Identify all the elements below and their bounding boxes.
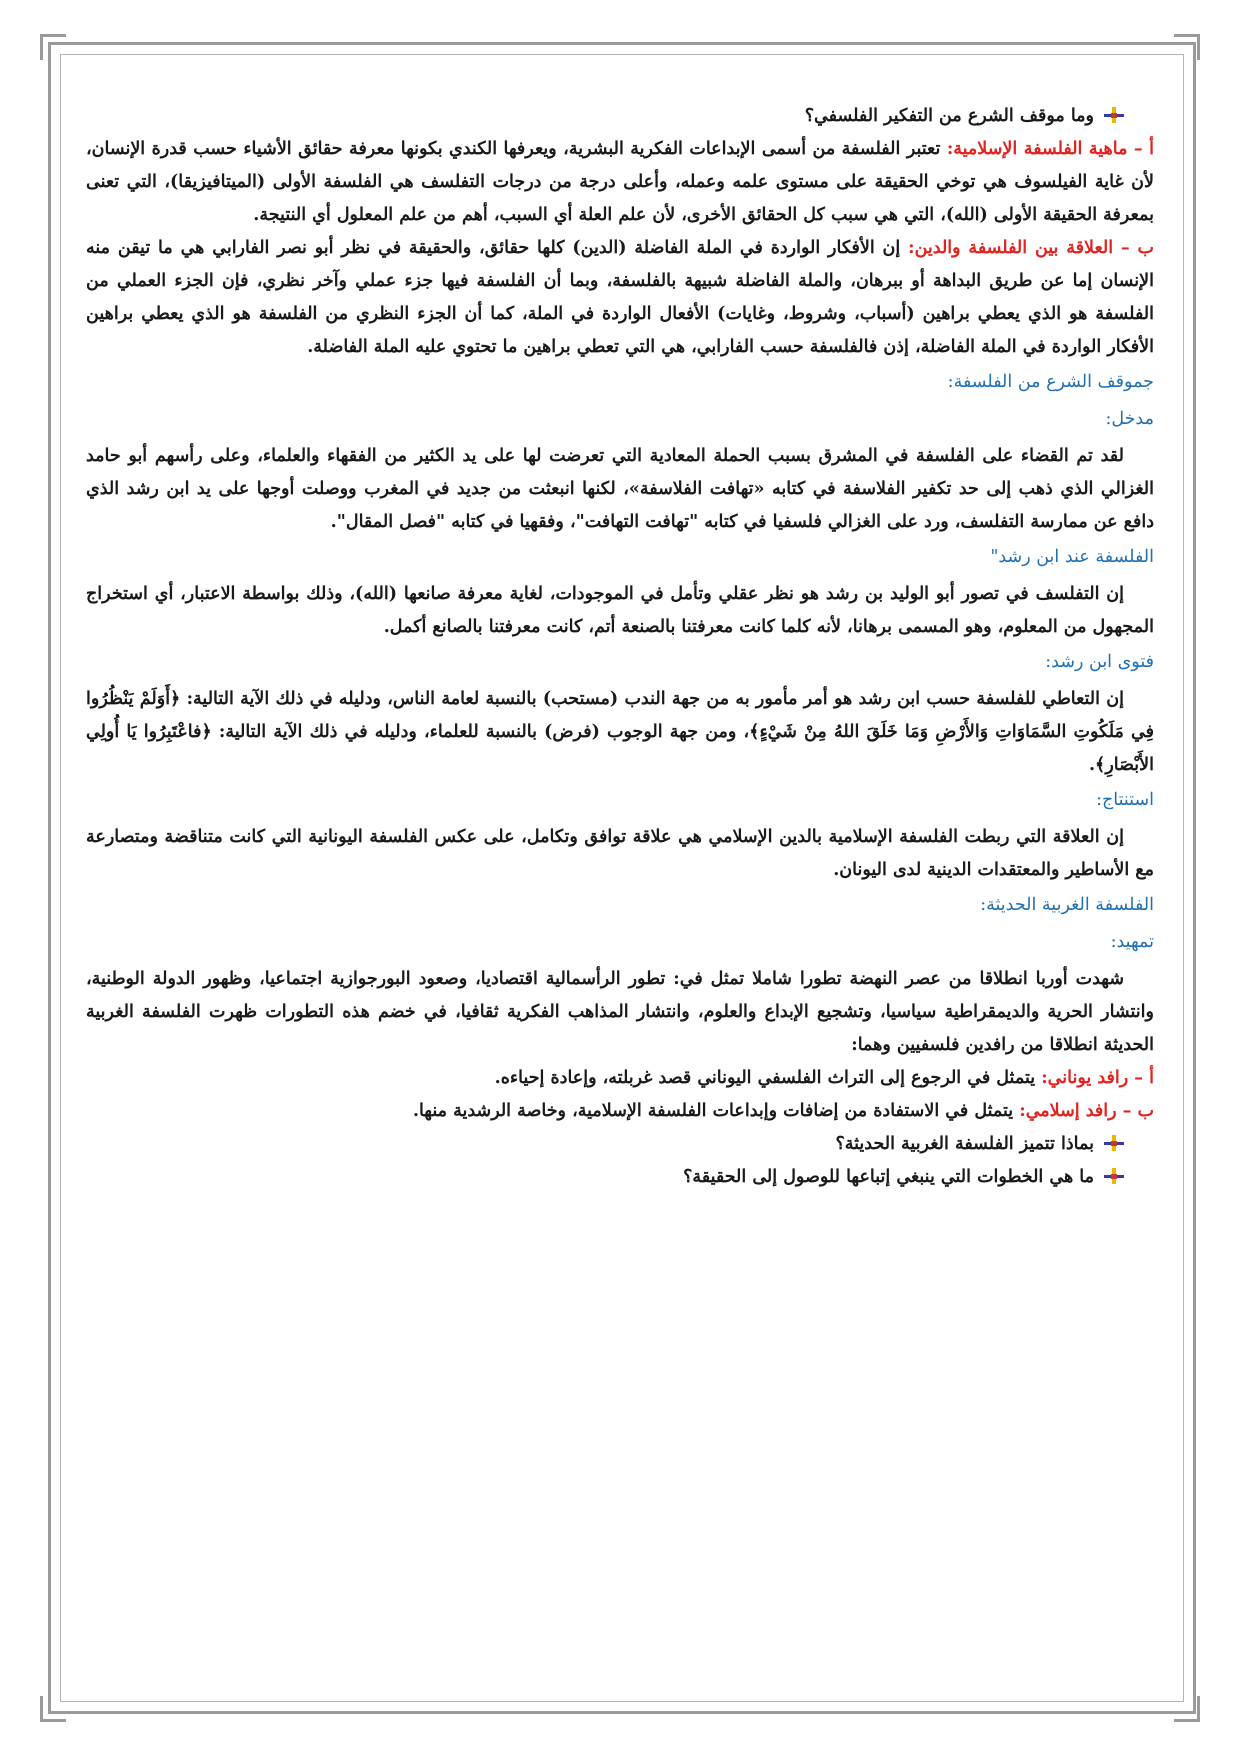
tributary-islamic bbox=[86, 1095, 1154, 1128]
section-label: ب – العلاقة بين الفلسفة والدين: bbox=[908, 238, 1154, 258]
heading-ibn-rushd: الفلسفة عند ابن رشد" bbox=[990, 547, 1154, 567]
section-text: تعتبر الفلسفة من أسمى الإبداعات الفكرية البشرية، ويعرفها الكندي بكونها معرفة حقائق الأشياء حسب قدرة الإنسان، لأن غاية الفيلسوف هي توخي الحقيقة على مستوى علمه وعمله، وأعلى درجة من درجات التفلسف هي الفلسفة الأولى (الميتافيزيقا)، التي تعنى بمعرفة الحقيقة الأولى (الله)، التي هي سبب كل الحقائق الأخرى، لأن علم العلة أي السبب، أهم من علم المعلول أي النتيجة. bbox=[86, 139, 1154, 225]
frame-corner bbox=[40, 1696, 66, 1722]
cross-bullet-icon bbox=[1104, 107, 1124, 123]
question-bullet bbox=[86, 100, 1154, 133]
paragraph-conclusion: إن العلاقة التي ربطت الفلسفة الإسلامية بالدين الإسلامي هي علاقة توافق وتكامل، على عكس الفلسفة اليونانية التي كانت متناقضة ومتصارعة مع الأساطير والمعتقدات الدينية لدى اليونان. bbox=[86, 827, 1154, 880]
frame-corner bbox=[1174, 1696, 1200, 1722]
tributary-greek bbox=[86, 1062, 1154, 1095]
heading-preface: تمهيد: bbox=[1110, 932, 1154, 952]
cross-bullet-icon bbox=[1104, 1135, 1124, 1151]
heading-fatwa: فتوى ابن رشد: bbox=[1045, 652, 1154, 672]
heading-introduction: مدخل: bbox=[1105, 409, 1154, 429]
question-text: بماذا تتميز الفلسفة الغربية الحديثة؟ bbox=[835, 1134, 1094, 1154]
heading-western-philosophy: الفلسفة الغربية الحديثة: bbox=[980, 895, 1154, 915]
section-text: إن الأفكار الواردة في الملة الفاضلة (الدين) كلها حقائق، والحقيقة في نظر أبو نصر الفارابي هي ما تيقن منه الإنسان إما عن طريق البداهة أو ببرهان، والملة الفاضلة شبيهة بالفلسفة، وبما أن الفلسفة فيها جزء عملي وآخر نظري، فإن الجزء العملي من الفلسفة هو الذي يعطي براهين (أسباب، وشروط، وغايات) الأفعال الواردة في الملة، كما أن الجزء النظري من الفلسفة هو الذي يعطي براهين الأفكار الواردة في الملة الفاضلة، إذن فالفلسفة حسب الفارابي، هي التي تعطي براهين ما تحتوي عليه الملة الفاضلة. bbox=[86, 238, 1154, 357]
tributary-text: يتمثل في الاستفادة من إضافات وإبداعات الفلسفة الإسلامية، وخاصة الرشدية منها. bbox=[412, 1101, 1020, 1121]
paragraph-ibn-rushd: إن التفلسف في تصور أبو الوليد بن رشد هو نظر عقلي وتأمل في الموجودات، لغاية معرفة صانعها (الله)، وذلك بواسطة الاعتبار، أي استخراج المجهول من المعلوم، وهو المسمى برهانا، لأنه كلما كانت معرفتنا بالصنعة أتم، كانت معرفتنا بالصانع أكمل. bbox=[86, 584, 1154, 637]
heading-conclusion: استنتاج: bbox=[1096, 790, 1154, 810]
tributary-label: أ – رافد يوناني: bbox=[1041, 1068, 1154, 1088]
paragraph-preface: شهدت أوربا انطلاقا من عصر النهضة تطورا شاملا تمثل في: تطور الرأسمالية اقتصاديا، وصعود البورجوازية اجتماعيا، وظهور الدولة الوطنية، وانتشار الحرية والديمقراطية سياسيا، وتشجيع الإبداع والعلوم، وانتشار المذاهب الفكرية ثقافيا، في خضم هذه التطورات ظهرت الفلسفة الغربية الحديثة انطلاقا من رافدين فلسفيين وهما: bbox=[86, 969, 1154, 1055]
section-islamic-philosophy bbox=[86, 133, 1154, 232]
cross-bullet-icon bbox=[1104, 1168, 1124, 1184]
question-text: وما موقف الشرع من التفكير الفلسفي؟ bbox=[804, 106, 1094, 126]
section-label: أ – ماهية الفلسفة الإسلامية: bbox=[946, 139, 1154, 159]
frame-corner bbox=[1174, 34, 1200, 60]
document-body bbox=[86, 100, 1154, 1194]
paragraph-fatwa: إن التعاطي للفلسفة حسب ابن رشد هو أمر مأمور به من جهة الندب (مستحب) بالنسبة لعامة الناس، ودليله في ذلك الآية التالية: ﴿أَوَلَمْ يَنْظُرُوا فِي مَلَكُوتِ السَّمَاوَاتِ وَالأَرْضِ وَمَا خَلَقَ اللهُ مِنْ شَيْءٍ﴾، ومن جهة الوجوب (فرض) بالنسبة للعلماء، ودليله في ذلك الآية التالية: ﴿فاعْتَبِرُوا يَا أُولِي الأَبْصَارِ﴾. bbox=[86, 689, 1154, 775]
tributary-text: يتمثل في الرجوع إلى التراث الفلسفي اليوناني قصد غربلته، وإعادة إحياءه. bbox=[494, 1068, 1042, 1088]
question-bullet bbox=[86, 1161, 1154, 1194]
tributary-label: ب – رافد إسلامي: bbox=[1019, 1101, 1154, 1121]
frame-corner bbox=[40, 34, 66, 60]
paragraph-introduction: لقد تم القضاء على الفلسفة في المشرق بسبب الحملة المعادية التي تعرضت لها على يد الكثير من الفقهاء والعلماء، وعلى رأسهم أبو حامد الغزالي الذي ذهب إلى حد تكفير الفلاسفة في كتابه «تهافت الفلاسفة»، لكنها انبعثت من جديد في المغرب ووصلت أوجها على يد ابن رشد الذي دافع عن ممارسة التفلسف، ورد على الغزالي فلسفيا في كتابه "تهافت التهافت"، وفقهيا في كتابه "فصل المقال". bbox=[86, 446, 1154, 532]
question-bullet bbox=[86, 1128, 1154, 1161]
section-philosophy-religion bbox=[86, 232, 1154, 364]
question-text: ما هي الخطوات التي ينبغي إتباعها للوصول إلى الحقيقة؟ bbox=[683, 1167, 1094, 1187]
heading-sharia-position: جموقف الشرع من الفلسفة: bbox=[947, 372, 1154, 392]
